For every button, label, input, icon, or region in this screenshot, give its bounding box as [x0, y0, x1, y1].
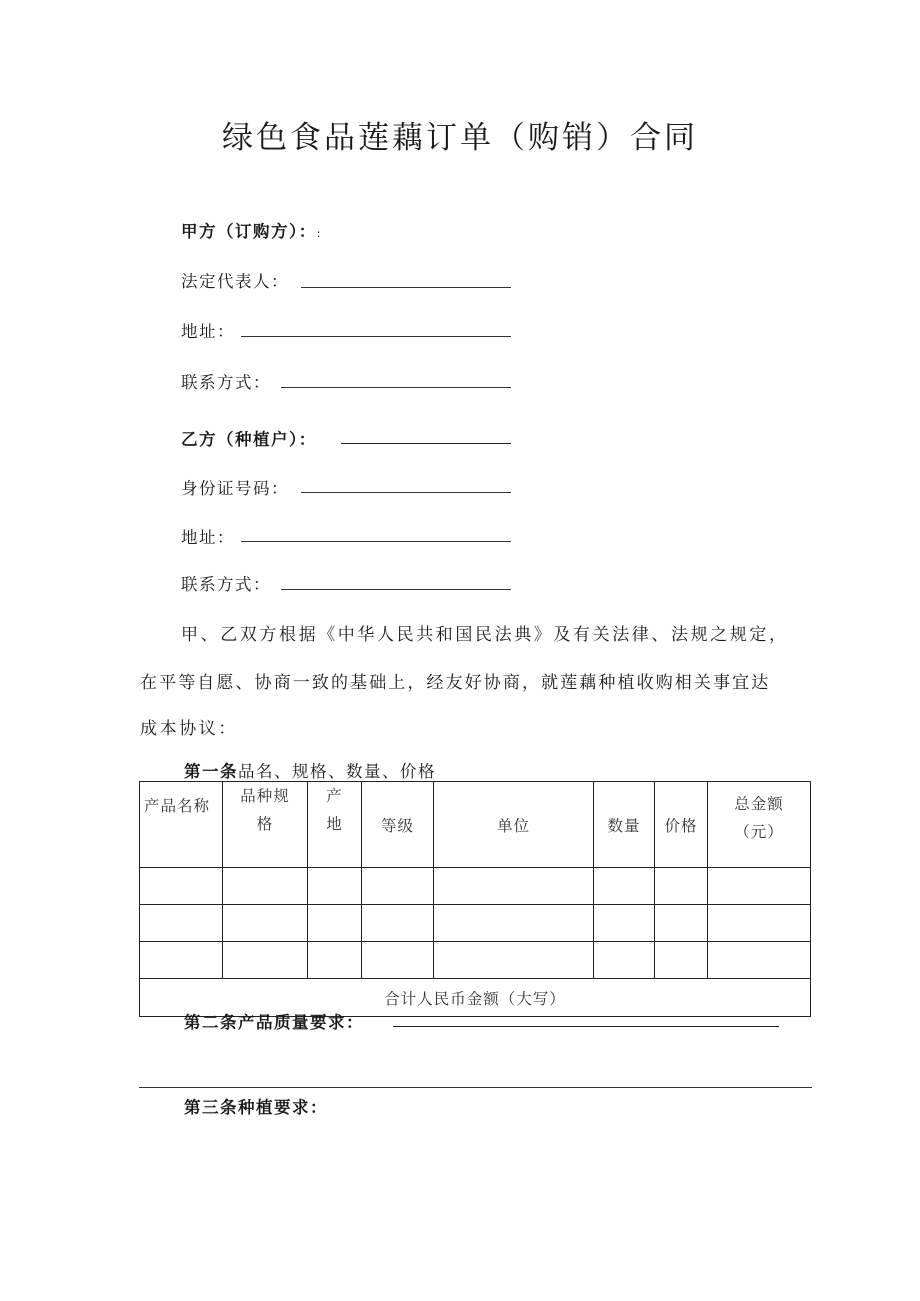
- article-2-heading: 第二条产品质量要求：: [184, 1013, 364, 1032]
- table-header-row: [140, 782, 811, 868]
- party-b-id-field[interactable]: [301, 492, 511, 493]
- table-cell[interactable]: [708, 905, 811, 942]
- party-b-address-label: 地址：: [181, 528, 235, 547]
- party-a-address-field[interactable]: [241, 336, 511, 337]
- header-variety-spec: 品种规 格: [223, 782, 308, 868]
- table-cell[interactable]: [223, 868, 308, 905]
- party-a-heading: 甲方（订购方）：:: [181, 222, 322, 241]
- header-unit: 单位: [434, 782, 594, 868]
- party-b-address-field[interactable]: [241, 541, 511, 542]
- table-cell[interactable]: [655, 905, 708, 942]
- party-b-id-label: 身份证号码：: [181, 479, 289, 498]
- table-cell[interactable]: [434, 905, 594, 942]
- table-cell[interactable]: [223, 942, 308, 979]
- table-cell[interactable]: [594, 905, 655, 942]
- table-cell[interactable]: [434, 868, 594, 905]
- table-cell[interactable]: [140, 905, 223, 942]
- total-amount-label: 合计人民币金额（大写）: [384, 989, 566, 1008]
- article-3-heading: 第三条种植要求：: [184, 1098, 328, 1117]
- table-cell[interactable]: [140, 868, 223, 905]
- header-total-amount: 总金额 （元）: [708, 782, 811, 868]
- table-cell[interactable]: [708, 942, 811, 979]
- party-a-contact-label: 联系方式：: [181, 373, 271, 392]
- table-cell[interactable]: [594, 942, 655, 979]
- header-grade: 等级: [362, 782, 434, 868]
- header-price: 价格: [655, 782, 708, 868]
- party-a-address-label: 地址：: [181, 322, 235, 341]
- table-cell[interactable]: [655, 942, 708, 979]
- table-cell[interactable]: [655, 868, 708, 905]
- table-row: [140, 868, 811, 905]
- table-cell[interactable]: [362, 905, 434, 942]
- table-cell[interactable]: [223, 905, 308, 942]
- article-1-heading: 第一条品名、规格、数量、价格: [184, 762, 436, 781]
- table-cell[interactable]: [434, 942, 594, 979]
- article-2-quality-field[interactable]: [393, 1026, 779, 1027]
- header-quantity: 数量: [594, 782, 655, 868]
- table-row: [140, 905, 811, 942]
- header-product-name: 产品名称: [140, 782, 223, 868]
- table-cell[interactable]: [362, 942, 434, 979]
- header-origin: 产 地: [308, 782, 362, 868]
- party-a-legal-rep-field[interactable]: [301, 287, 511, 288]
- table-cell[interactable]: [308, 868, 362, 905]
- party-a-legal-rep-label: 法定代表人：: [181, 272, 289, 291]
- preamble-line-1: 甲、乙双方根据《中华人民共和国民法典》及有关法律、法规之规定，: [181, 625, 789, 645]
- table-cell[interactable]: [708, 868, 811, 905]
- table-cell[interactable]: [362, 868, 434, 905]
- preamble-line-3: 成本协议：: [140, 719, 238, 739]
- table-row: [140, 942, 811, 979]
- party-a-contact-field[interactable]: [281, 387, 511, 388]
- table-cell[interactable]: [308, 905, 362, 942]
- document-title: 绿色食品莲藕订单（购销）合同: [222, 120, 698, 156]
- table-cell[interactable]: [140, 942, 223, 979]
- preamble-line-2: 在平等自愿、协商一致的基础上，经友好协商，就莲藕种植收购相关事宜达: [140, 673, 771, 693]
- party-b-heading: 乙方（种植户）：: [181, 430, 317, 449]
- party-b-contact-label: 联系方式：: [181, 575, 271, 594]
- table-cell[interactable]: [594, 868, 655, 905]
- party-b-contact-field[interactable]: [281, 589, 511, 590]
- party-b-name-field[interactable]: [341, 443, 511, 444]
- article-2-continuation-line[interactable]: [139, 1087, 812, 1088]
- product-spec-table: [139, 781, 811, 1017]
- table-cell[interactable]: [308, 942, 362, 979]
